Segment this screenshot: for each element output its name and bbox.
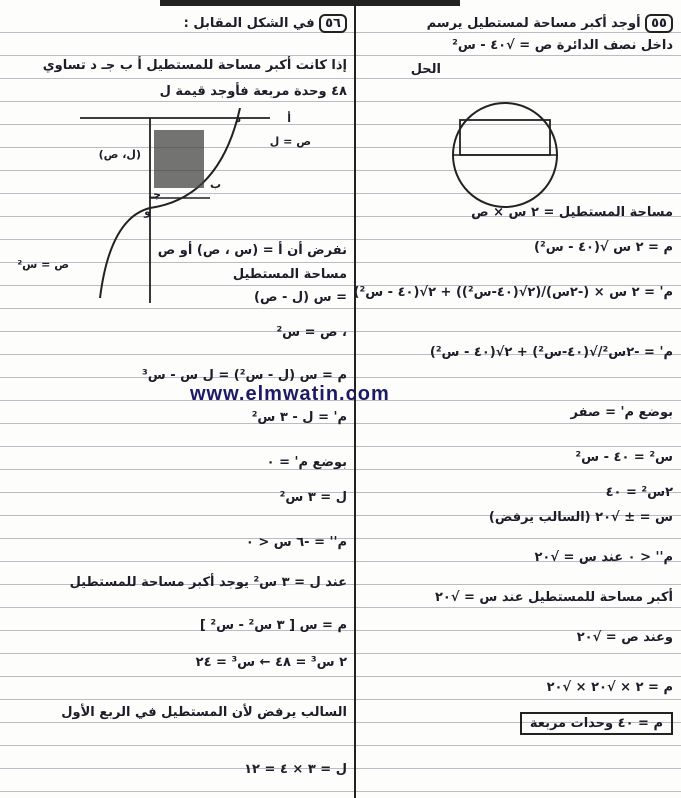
p55-number: ٥٥ bbox=[645, 14, 673, 33]
p56-number: ٥٦ bbox=[319, 14, 347, 33]
p56-step-4: ، ص = س² bbox=[276, 325, 347, 340]
p56-step-11: م = س [ ٣ س² - س² ] bbox=[199, 618, 347, 633]
p55-solution-label: الحل bbox=[410, 62, 441, 77]
fig-label-c: جـ bbox=[149, 188, 161, 201]
fig-label-b: ب bbox=[209, 178, 221, 191]
p55-step-12: م = ٢ × √٢٠ × √٢٠ bbox=[546, 680, 673, 695]
watermark-url: www.elmwatin.com bbox=[190, 383, 390, 405]
fig-label-o: و bbox=[144, 205, 151, 218]
p55-step-2: م = ٢ س √(٤٠ - س²) bbox=[534, 240, 673, 255]
p56-step-12: ٢ س³ = ٤٨ ← س³ = ٢٤ bbox=[195, 655, 347, 670]
p55-step-8: س = ± √٢٠ (السالب يرفض) bbox=[488, 510, 673, 525]
p56-step-1: نفرض أن أ = (س ، ص) أو ص bbox=[157, 243, 347, 258]
p56-step-9: م'' = -٦ س < ٠ bbox=[245, 535, 347, 550]
p55-title: أوجد أكبر مساحة لمستطيل يرسم bbox=[426, 16, 641, 31]
p55-step-1: مساحة المستطيل = ٢ س × ص bbox=[471, 205, 673, 220]
p55-step-3: م' = ٢ س × (-٢س)/(٢√(٤٠-س²)) + ٢√(٤٠ - س²) bbox=[353, 285, 673, 300]
p55-final-answer bbox=[520, 712, 673, 735]
p55-step-7: ٢س² = ٤٠ bbox=[605, 485, 673, 500]
p55-step-9: م'' < ٠ عند س = √٢٠ bbox=[534, 550, 673, 565]
p56-step-5: م = س (ل - س²) = ل س - س³ bbox=[142, 368, 347, 383]
p56-step-14: ل = ٣ × ٤ = ١٢ bbox=[244, 762, 347, 777]
fig-label-d: د bbox=[235, 112, 241, 125]
p55-header bbox=[427, 14, 673, 33]
p56-step-3: = س (ل - ص) bbox=[254, 290, 347, 305]
p55-step-10: أكبر مساحة للمستطيل عند س = √٢٠ bbox=[434, 590, 673, 605]
p56-step-13: السالب يرفض لأن المستطيل في الربع الأول bbox=[61, 705, 347, 720]
p55-step-4: م' = -٢س²/√(٤٠-س²) + ٢√(٤٠ - س²) bbox=[429, 345, 673, 360]
fig-label-curve: ص = س² bbox=[17, 258, 69, 271]
fig-label-a: أ bbox=[287, 112, 291, 125]
p55-step-6: س² = ٤٠ - س² bbox=[575, 450, 673, 465]
p56-title: في الشكل المقابل : bbox=[183, 16, 315, 31]
p55-line2: داخل نصف الدائرة ص = √٤٠ - س² bbox=[452, 38, 673, 53]
p55-step-5: بوضع م' = صفر bbox=[570, 405, 673, 420]
p56-step-6: م' = ل - ٣ س² bbox=[251, 410, 347, 425]
fig-label-y: ص = ل bbox=[269, 135, 311, 148]
p55-answer-box: م = ٤٠ وحدات مربعة bbox=[520, 712, 673, 735]
p56-header bbox=[184, 14, 347, 33]
p56-step-8: ل = ٣ س² bbox=[279, 490, 347, 505]
p56-step-10: عند ل = ٣ س² يوجد أكبر مساحة للمستطيل bbox=[69, 575, 347, 590]
fig-label-point: (ل، ص) bbox=[98, 148, 141, 161]
p56-line2: إذا كانت أكبر مساحة للمستطيل أ ب جـ د تساوي bbox=[42, 58, 347, 73]
top-bar bbox=[160, 0, 460, 6]
semicircle-figure bbox=[440, 100, 570, 210]
p55-step-11: وعند ص = √٢٠ bbox=[576, 630, 673, 645]
p56-step-2: مساحة المستطيل bbox=[232, 267, 347, 282]
p56-line3: ٤٨ وحدة مربعة فأوجد قيمة ل bbox=[159, 84, 347, 99]
p56-step-7: بوضع م' = ٠ bbox=[266, 455, 347, 470]
